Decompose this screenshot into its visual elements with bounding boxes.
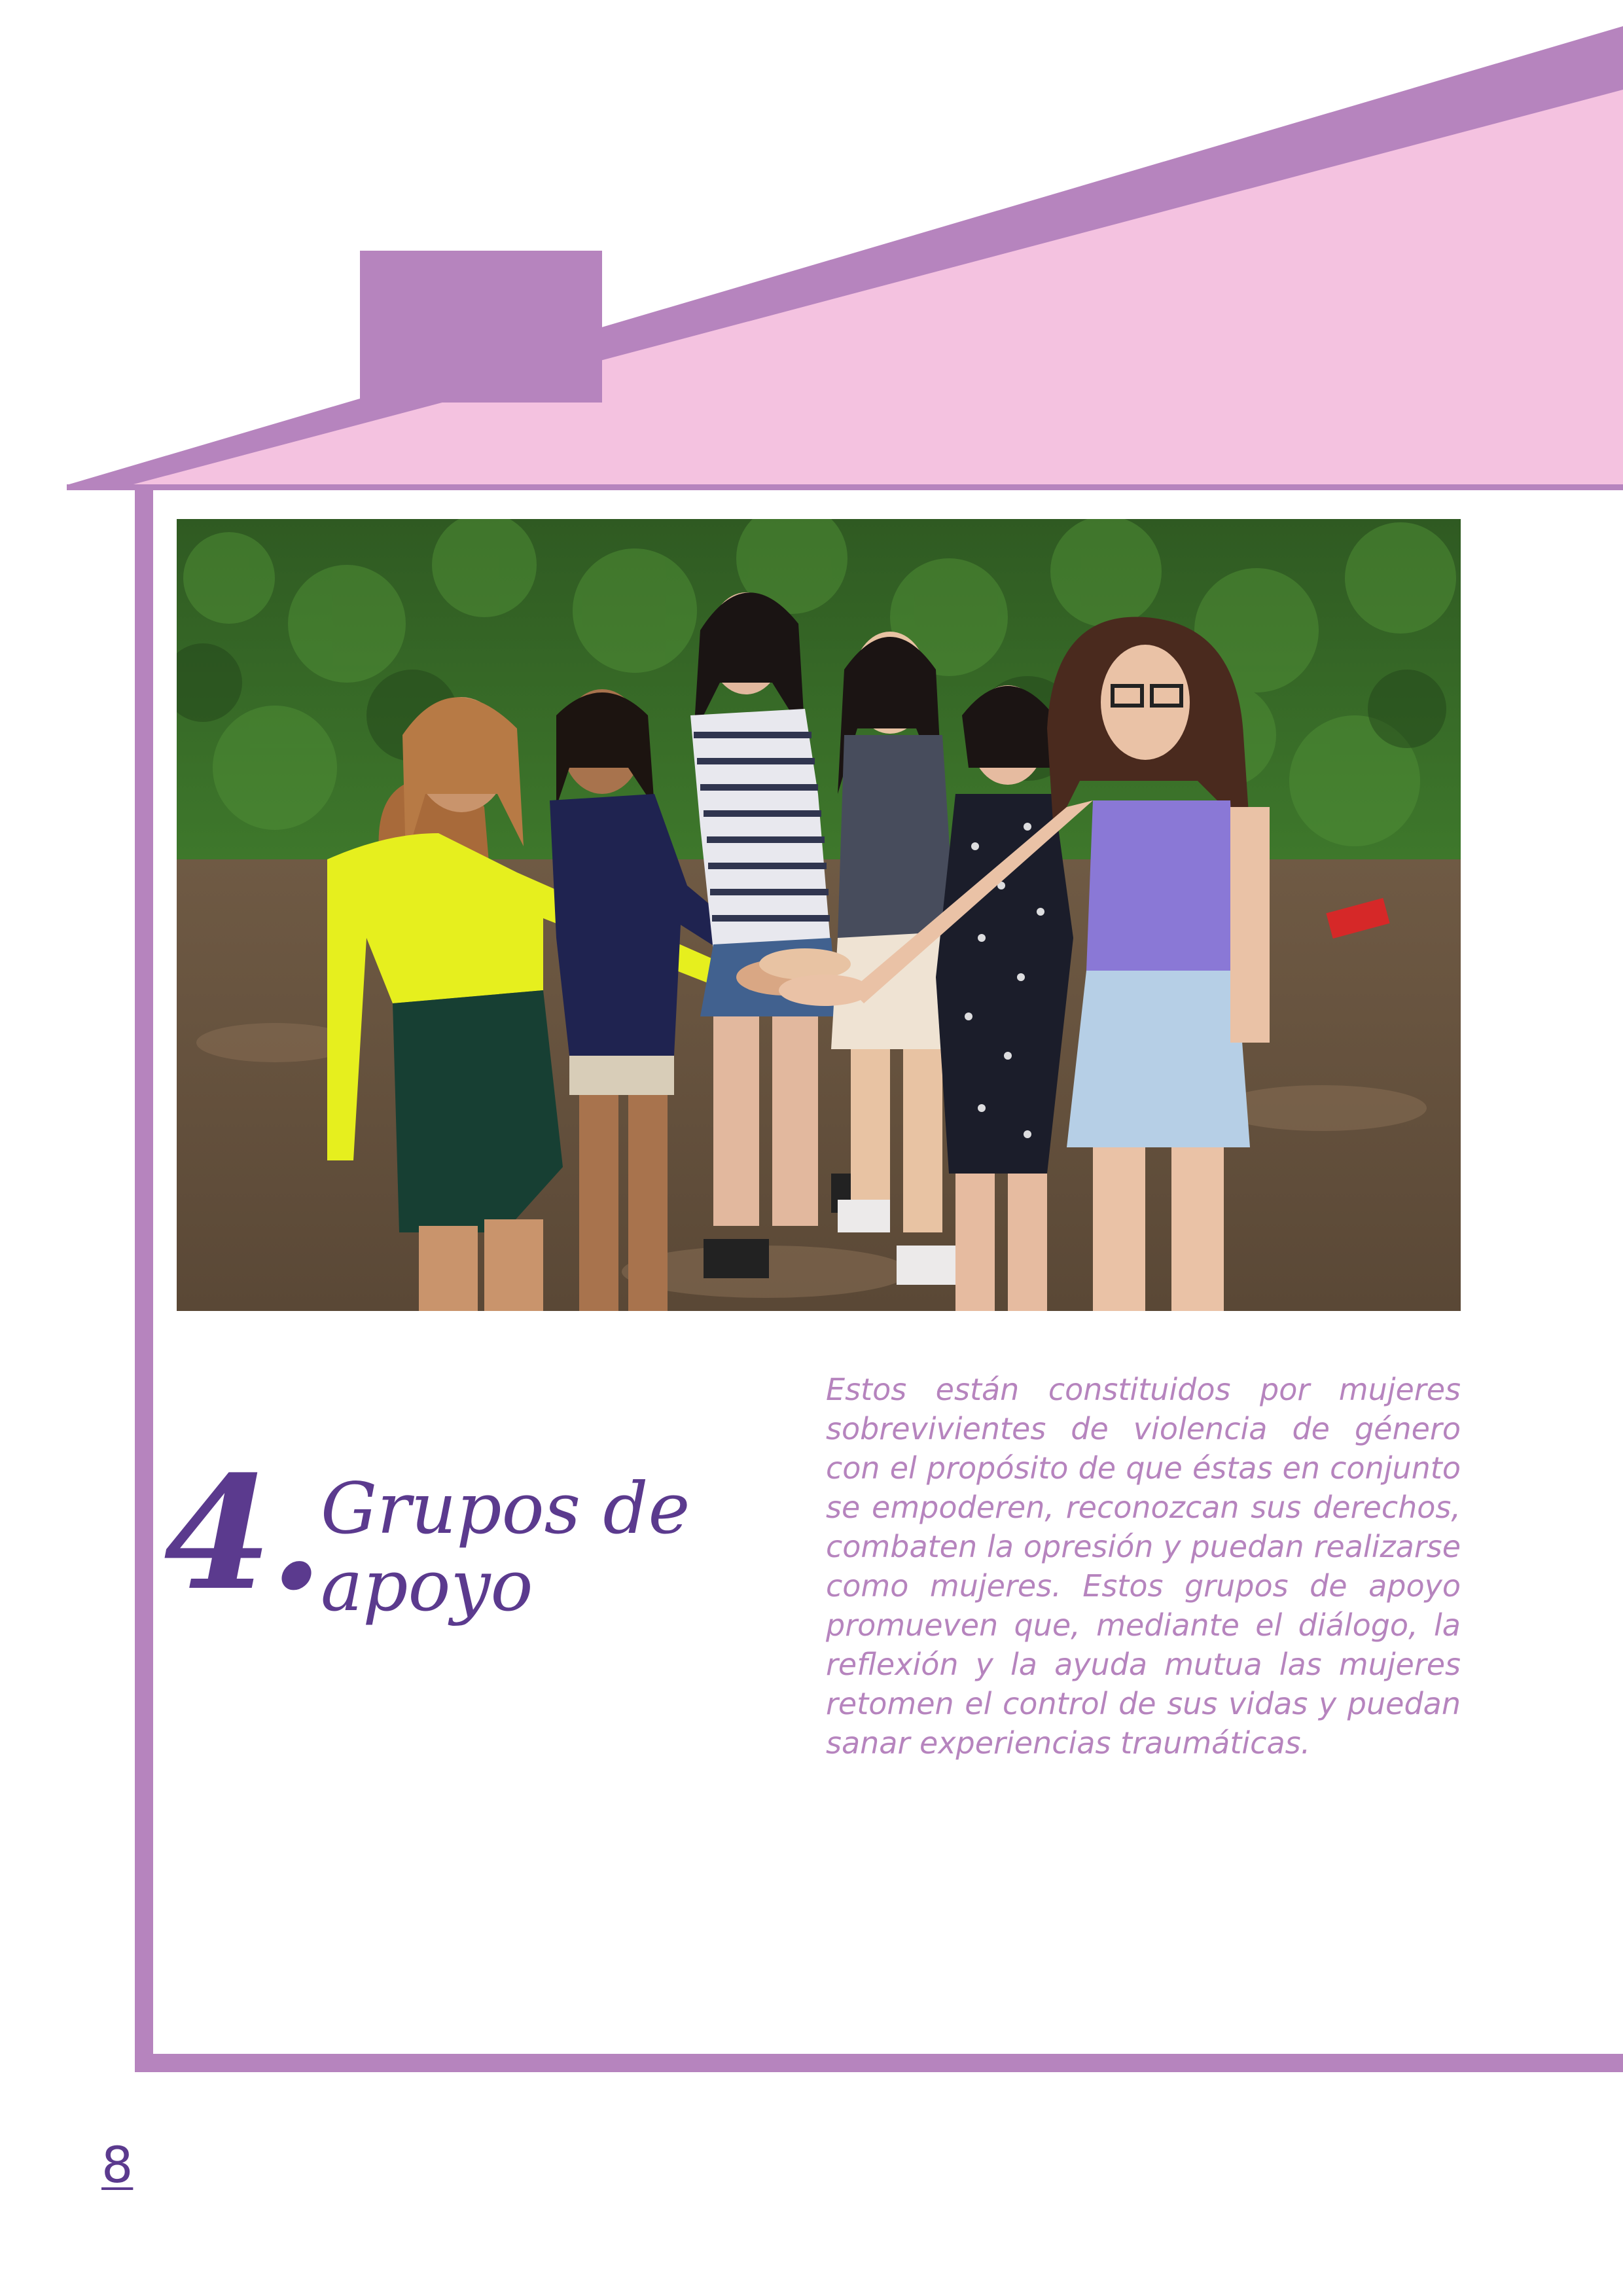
chimney (360, 251, 602, 403)
left-wall (135, 484, 153, 2072)
page-number: 8 (101, 2136, 134, 2194)
section-heading (164, 1443, 753, 1653)
group-photo (177, 519, 1461, 1311)
section-title: Grupos de apoyo (321, 1468, 690, 1627)
floor-line (135, 2054, 1623, 2072)
body-paragraph: Estos están constituidos por mujeres sobrevivientes de violencia de género con el propósito de que éstas en conjunto se empoderen, reconozcan sus derechos, combaten la opresión y puedan realizarse como mujeres. Estos grupos de apoyo promueven que, mediante el diálogo, la reflexión y la ayuda mutua las mujeres retomen el control de sus vidas y puedan sanar experiencias traumáticas. (826, 1372, 1461, 1761)
roof-base-line (67, 484, 1623, 490)
photo-illustration (177, 519, 1461, 1311)
section-number: 4. (164, 1443, 321, 1625)
